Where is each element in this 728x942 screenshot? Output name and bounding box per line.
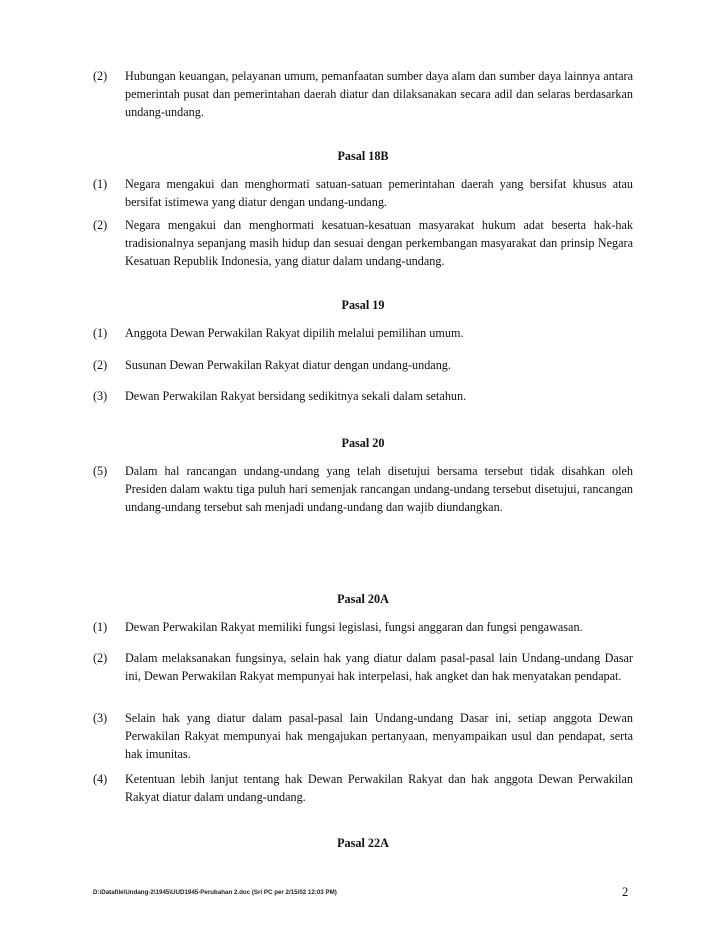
item-text: Dalam hal rancangan undang-undang yang telah disetujui bersama tersebut tidak disahkan oleh Presiden dalam waktu tiga puluh hari semenjak rancangan undang-undang tersebut disetujui, rancangan undang-undang tersebut sah menjadi undang-undang dan wajib diundangkan. <box>125 464 633 515</box>
item-text: Negara mengakui dan menghormati satuan-satuan pemerintahan daerah yang bersifat khusus atau bersifat istimewa yang diatur dengan undang-undang. <box>125 177 633 210</box>
article-item <box>93 356 633 374</box>
article-item <box>93 324 633 342</box>
article-heading: Pasal 18B <box>337 149 389 163</box>
article-item <box>93 770 633 806</box>
item-number: (2) <box>93 358 108 372</box>
item-number: (4) <box>93 772 108 786</box>
item-number: (2) <box>93 69 108 83</box>
item-number: (2) <box>93 651 108 665</box>
article-heading: Pasal 22A <box>337 836 389 850</box>
article-heading: Pasal 20 <box>341 436 385 450</box>
article-item <box>93 67 633 122</box>
article-item <box>93 462 633 517</box>
item-number: (3) <box>93 711 108 725</box>
footer-file-path: D:\Datafile\Undang-2\1945\UUD1945-Perubahan 2.doc (Sri PC per 2/15/02 12:03 PM) <box>93 889 337 896</box>
item-text: Anggota Dewan Perwakilan Rakyat dipilih melalui pemilihan umum. <box>125 326 464 340</box>
article-item <box>93 175 633 211</box>
article-item <box>93 618 633 636</box>
item-number: (2) <box>93 218 108 232</box>
item-text: Dalam melaksanakan fungsinya, selain hak yang diatur dalam pasal-pasal lain Undang-undang Dasar ini, Dewan Perwakilan Rakyat mempunyai hak interpelasi, hak angket dan hak menyatakan pendapat. <box>125 651 633 684</box>
item-number: (3) <box>93 389 108 403</box>
item-number: (1) <box>93 620 108 634</box>
item-text: Selain hak yang diatur dalam pasal-pasal lain Undang-undang Dasar ini, setiap anggota Dewan Perwakilan Rakyat mempunyai hak mengajukan pertanyaan, menyampaikan usul dan pendapat, serta hak imunitas. <box>125 711 633 762</box>
item-text: Negara mengakui dan menghormati kesatuan-kesatuan masyarakat hukum adat beserta hak-hak tradisionalnya sepanjang masih hidup dan sesuai dengan perkembangan masyarakat dan prinsip Negara Kesatuan Republik Indonesia, yang diatur dalam undang-undang. <box>125 218 633 269</box>
item-number: (1) <box>93 326 108 340</box>
item-number: (5) <box>93 464 108 478</box>
item-text: Dewan Perwakilan Rakyat memiliki fungsi legislasi, fungsi anggaran dan fungsi pengawasan. <box>125 620 583 634</box>
item-text: Dewan Perwakilan Rakyat bersidang sedikitnya sekali dalam setahun. <box>125 389 467 403</box>
article-item <box>93 709 633 764</box>
article-item <box>93 387 633 405</box>
article-item <box>93 216 633 271</box>
item-text: Ketentuan lebih lanjut tentang hak Dewan Perwakilan Rakyat dan hak anggota Dewan Perwakilan Rakyat diatur dalam undang-undang. <box>125 772 633 805</box>
item-number: (1) <box>93 177 108 191</box>
page-number: 2 <box>622 885 629 899</box>
item-text: Hubungan keuangan, pelayanan umum, pemanfaatan sumber daya alam dan sumber daya lainnya antara pemerintah pusat dan pemerintahan daerah diatur dan dilaksanakan secara adil dan selaras berdasarkan undang-undang. <box>125 69 633 120</box>
article-heading: Pasal 19 <box>341 298 385 312</box>
article-heading: Pasal 20A <box>337 592 389 606</box>
article-item <box>93 649 633 685</box>
item-text: Susunan Dewan Perwakilan Rakyat diatur dengan undang-undang. <box>125 358 451 372</box>
